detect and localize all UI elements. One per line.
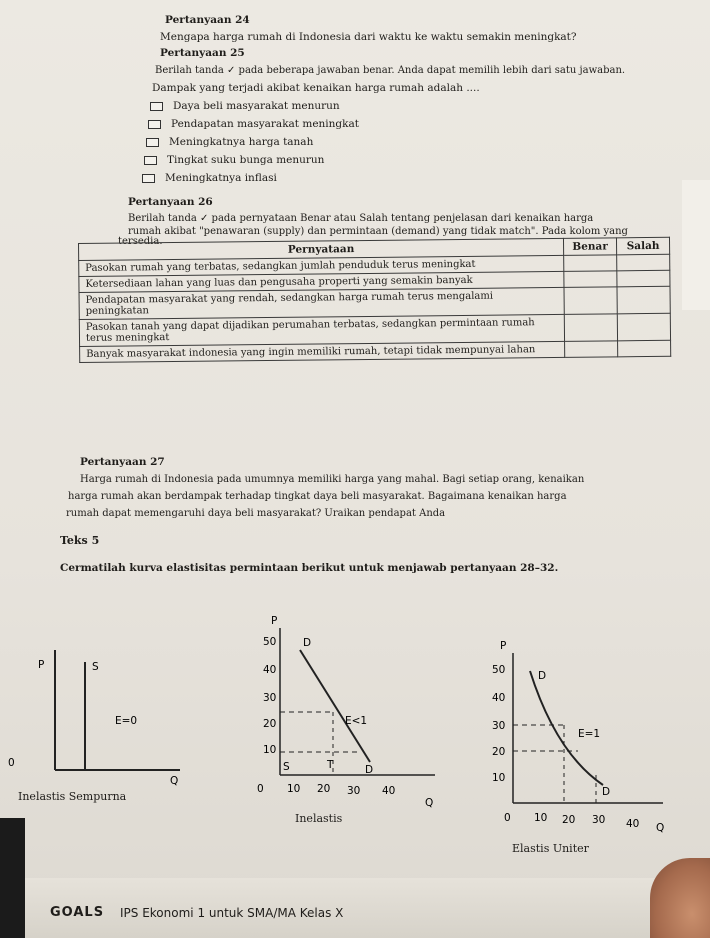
checkbox-icon[interactable]: [142, 174, 155, 183]
y-tick: 50: [263, 636, 277, 648]
q27-line1: Harga rumah di Indonesia pada umumnya memiliki harga yang mahal. Bagi setiap orang, kenaikan: [80, 474, 585, 485]
true-cell[interactable]: [564, 314, 617, 342]
publisher-logo: GOALS: [50, 905, 105, 920]
adjacent-page-edge: [682, 180, 710, 310]
thumb-photo: [650, 858, 710, 938]
checkbox-icon[interactable]: [148, 120, 161, 129]
checkbox-icon[interactable]: [144, 156, 157, 165]
y-tick: 40: [492, 692, 506, 704]
y-tick: 10: [263, 744, 277, 756]
q25-option[interactable]: Meningkatnya inflasi: [142, 172, 277, 184]
true-cell[interactable]: [564, 271, 617, 288]
false-cell[interactable]: [618, 340, 671, 357]
statement-table: [78, 237, 671, 363]
q26-line2: rumah akibat "penawaran (supply) dan permintaan (demand) yang tidak match". Pada kolom yang: [128, 226, 628, 237]
y-tick: 30: [263, 692, 277, 704]
q27-line3: rumah dapat memengaruhi daya beli masyarakat? Uraikan pendapat Anda: [66, 508, 446, 519]
chart-title-perfectly-inelastic: Inelastis Sempurna: [18, 790, 127, 803]
x-tick: 30: [592, 814, 606, 826]
y-tick: 10: [492, 772, 506, 784]
chart-title-unit-elastic: Elastis Uniter: [512, 842, 589, 855]
footer-book-title: IPS Ekonomi 1 untuk SMA/MA Kelas X: [120, 906, 344, 920]
q26-line3: tersedia.: [118, 236, 163, 247]
point-label-2: T: [327, 759, 334, 771]
header-statement: Pernyataan: [79, 238, 564, 260]
x-tick: 20: [562, 814, 576, 826]
y-tick: 30: [492, 720, 506, 732]
chart-inelastic: [245, 610, 445, 810]
q25-option[interactable]: Pendapatan masyarakat meningkat: [148, 118, 359, 130]
statement-cell: Ketersediaan lahan yang luas dan pengusaha properti yang semakin banyak: [79, 271, 564, 292]
chart-perfectly-inelastic: [0, 640, 190, 810]
x-axis-label: Q: [425, 797, 434, 809]
q26-title: Pertanyaan 26: [128, 196, 213, 208]
checkbox-icon[interactable]: [146, 138, 159, 147]
chart-unit-elastic: [478, 635, 688, 835]
q27-title: Pertanyaan 27: [80, 456, 165, 468]
true-cell[interactable]: [565, 341, 618, 358]
y-axis-label: P: [38, 659, 45, 671]
x-tick: 20: [317, 783, 331, 795]
demand-curve: [300, 650, 370, 762]
checkbox-icon[interactable]: [150, 102, 163, 111]
origin-label: 0: [504, 812, 511, 824]
x-tick: 40: [382, 785, 396, 797]
statement-cell: Pasokan tanah yang dapat dijadikan perumahan terbatas, sedangkan permintaan rumah terus meningkat: [79, 314, 564, 346]
curve-label: S: [92, 661, 99, 673]
y-tick: 50: [492, 664, 506, 676]
statement-cell: Banyak masyarakat indonesia yang ingin memiliki rumah, tetapi tidak mempunyai lahan: [80, 341, 565, 362]
q25-instruction: Berilah tanda ✓ pada beberapa jawaban benar. Anda dapat memilih lebih dari satu jawaban.: [155, 65, 626, 76]
y-tick: 20: [263, 718, 277, 730]
curve-label-top: D: [538, 670, 547, 682]
false-cell[interactable]: [617, 313, 670, 341]
q25-option[interactable]: Meningkatnya harga tanah: [146, 136, 313, 148]
curve-label-bottom: D: [602, 786, 611, 798]
q24-text: Mengapa harga rumah di Indonesia dari waktu ke waktu semakin meningkat?: [160, 31, 577, 43]
shadow-corner: [0, 818, 25, 938]
x-tick: 10: [287, 783, 301, 795]
x-axis-label: Q: [170, 775, 179, 787]
y-axis-label: P: [500, 640, 507, 652]
point-label: S: [283, 761, 290, 773]
x-tick: 30: [347, 785, 361, 797]
statement-cell: Pendapatan masyarakat yang rendah, sedangkan harga rumah terus mengalami peningkatan: [79, 287, 564, 319]
elasticity-annotation: E<1: [345, 715, 368, 727]
x-axis-label: Q: [656, 822, 665, 834]
true-cell[interactable]: [564, 255, 617, 272]
q25-question: Dampak yang terjadi akibat kenaikan harga rumah adalah ....: [152, 82, 480, 94]
false-cell[interactable]: [617, 254, 670, 271]
y-axis-label: P: [271, 615, 278, 627]
y-tick: 20: [492, 746, 506, 758]
q25-title: Pertanyaan 25: [160, 47, 245, 59]
footer-band: [0, 878, 710, 938]
x-tick: 10: [534, 812, 548, 824]
statement-cell: Pasokan rumah yang terbatas, sedangkan jumlah penduduk terus meningkat: [79, 255, 564, 276]
false-cell[interactable]: [617, 270, 670, 287]
curve-label-top: D: [303, 637, 312, 649]
q24-title: Pertanyaan 24: [165, 14, 250, 26]
header-true: Benar: [563, 238, 616, 256]
origin-label: 0: [8, 757, 15, 769]
header-false: Salah: [616, 237, 669, 255]
true-cell[interactable]: [564, 287, 617, 315]
false-cell[interactable]: [617, 286, 670, 314]
q27-line2: harga rumah akan berdampak terhadap tingkat daya beli masyarakat. Bagaimana kenaikan harga: [68, 491, 567, 502]
origin-label: 0: [257, 783, 264, 795]
chart-title-inelastic: Inelastis: [295, 812, 343, 825]
teks5-title: Teks 5: [60, 534, 100, 547]
curve-label-bottom: D: [365, 764, 374, 776]
y-tick: 40: [263, 664, 277, 676]
q26-line1: Berilah tanda ✓ pada pernyataan Benar atau Salah tentang penjelasan dari kenaikan harga: [128, 213, 594, 224]
q25-option[interactable]: Tingkat suku bunga menurun: [144, 154, 324, 166]
q25-option[interactable]: Daya beli masyarakat menurun: [150, 100, 340, 112]
x-tick: 40: [626, 818, 640, 830]
elasticity-annotation: E=0: [115, 715, 138, 727]
elasticity-annotation: E=1: [578, 728, 601, 740]
teks5-instruction: Cermatilah kurva elastisitas permintaan berikut untuk menjawab pertanyaan 28–32.: [60, 562, 559, 574]
